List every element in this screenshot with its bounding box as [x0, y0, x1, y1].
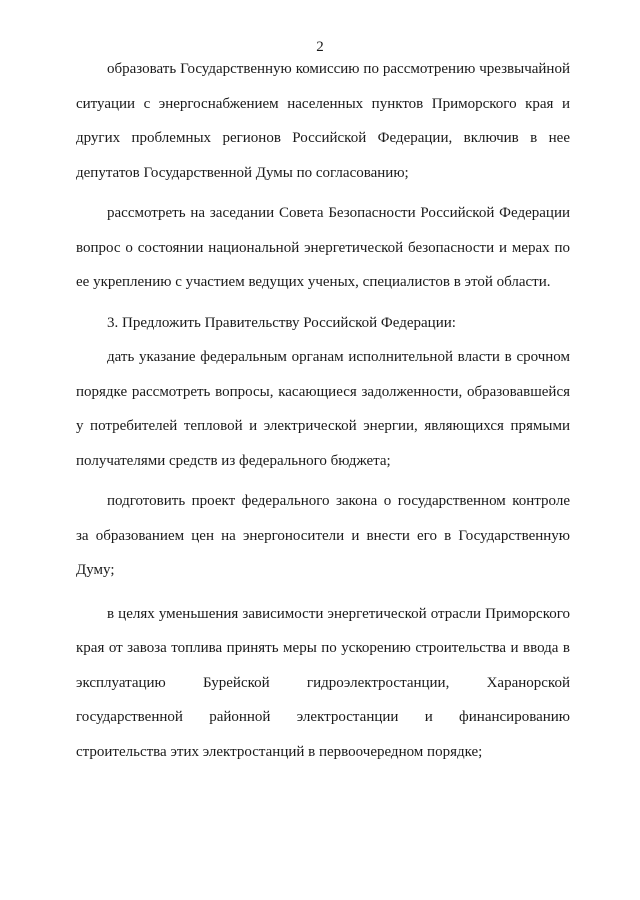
paragraph-proposal-heading: 3. Предложить Правительству Российской Федерации:	[107, 314, 456, 331]
document-body	[76, 52, 570, 769]
paragraph-energy-measures: в целях уменьшения зависимости энергетической отрасли Приморского края от завоза топлива принять меры по ускорению строительства и ввода в эксплуатацию Бурейской гидроэлектростанции, Харанорской государственной районной электростанции и финансированию строительства этих электростанций в первоочередном порядке;	[76, 605, 570, 760]
paragraph-federal-law: подготовить проект федерального закона о государственном контроле за образованием цен на энергоносители и внести его в Государственную Думу;	[76, 493, 570, 578]
paragraph-debt-instruction: дать указание федеральным органам исполнительной власти в срочном порядке рассмотреть вопросы, касающиеся задолженности, образовавшейся у потребителей тепловой и электрической энергии, являющихся прямыми получателями средств из федерального бюджета;	[76, 349, 570, 469]
page-number: 2	[316, 39, 324, 55]
paragraph-commission: образовать Государственную комиссию по рассмотрению чрезвычайной ситуации с энергоснабжением населенных пунктов Приморского края и других проблемных регионов Российской Федерации, включив в нее депутатов Государственной Думы по согласованию;	[76, 61, 570, 181]
paragraph-security-council: рассмотреть на заседании Совета Безопасности Российской Федерации вопрос о состоянии национальной энергетической безопасности и мерах по ее укреплению с участием ведущих ученых, специалистов в этой области.	[76, 205, 570, 290]
